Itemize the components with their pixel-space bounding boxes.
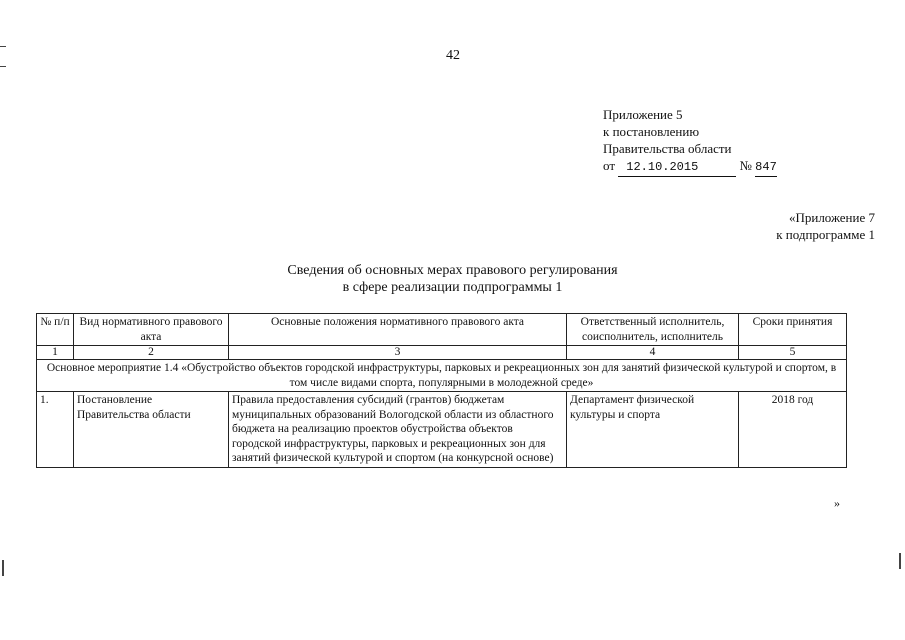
sub-appendix-block [776,209,875,243]
appendix-line-3: Правительства области [603,141,732,156]
title-line-2: в сфере реализации подпрограммы 1 [342,280,563,295]
table-header-row [37,314,847,346]
row-num: 1. [37,392,74,468]
row-executor: Департамент физической культуры и спорта [567,392,739,468]
appendix-line-1: Приложение 5 [603,107,683,122]
column-number: 2 [74,346,229,360]
document-title [0,262,905,296]
header-executor: Ответственный исполнитель, соисполнитель, исполнитель [567,314,739,346]
header-num: № п/п [37,314,74,346]
sub-appendix-line-2: к подпрограмме 1 [776,227,875,242]
row-act-type: Постановление Правительства области [74,392,229,468]
sub-appendix-line-1: «Приложение 7 [788,210,875,225]
column-number: 3 [229,346,567,360]
header-provisions: Основные положения нормативного правового акта [229,314,567,346]
column-number-row [37,346,847,360]
regulation-table [36,313,847,468]
scan-mark [0,66,6,67]
table-row [37,392,847,468]
page-number: 42 [446,48,460,63]
scan-mark [2,560,4,576]
column-number: 4 [567,346,739,360]
resolution-date: 12.10.2015 [626,160,699,174]
measure-row [37,360,847,392]
column-number: 5 [739,346,847,360]
from-label: от [603,158,616,173]
appendix-line-2: к постановлению [603,124,700,139]
header-act-type: Вид нормативного правового акта [74,314,229,346]
number-label: № [739,158,752,173]
scan-mark [899,553,901,569]
main-measure: Основное мероприятие 1.4 «Обустройство объектов городской инфраструктуры, парковых и рекреационных зон для занятий физической культурой и спортом, в том числе видами спорта, популярными в молодежной среде» [37,360,847,392]
header-term: Сроки принятия [739,314,847,346]
scan-mark [0,46,6,47]
closing-quote: » [834,496,840,510]
appendix-block [603,106,777,177]
column-number: 1 [37,346,74,360]
row-term: 2018 год [739,392,847,468]
appendix-date-line [603,157,777,177]
row-provisions: Правила предоставления субсидий (грантов) бюджетам муниципальных образований Вологодской области из областного бюджета на реализацию проектов обустройства объектов городской инфраструктуры, парковых и рекреационных зон для занятий физической культурой и спортом (на конкурсной основе) [229,392,567,468]
title-line-1: Сведения об основных мерах правового регулирования [287,263,618,278]
resolution-number: 847 [755,159,777,177]
